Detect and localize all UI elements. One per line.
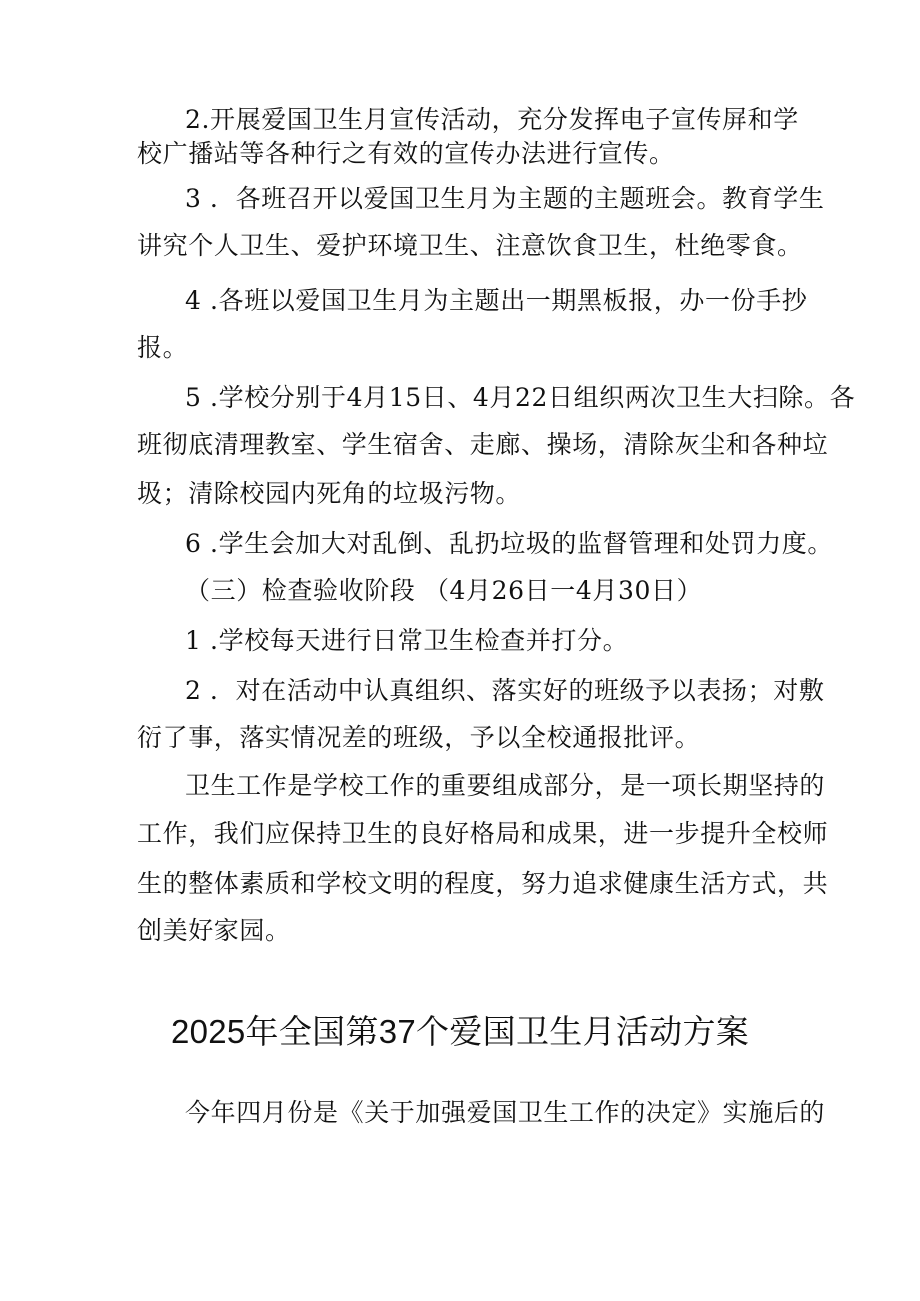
paragraph-1-line-2: 校广播站等各种行之有效的宣传办法进行宣传。	[137, 139, 675, 168]
paragraph-9-line-2: 工作，我们应保持卫生的良好格局和成果，进一步提升全校师	[137, 819, 829, 848]
paragraph-7-line-1: 1 .学校每天进行日常卫生检查并打分。	[185, 626, 629, 655]
paragraph-4-line-2: 班彻底清理教室、学生宿舍、走廊、操场，清除灰尘和各种垃	[137, 430, 829, 459]
paragraph-9-line-1: 卫生工作是学校工作的重要组成部分，是一项长期坚持的	[185, 771, 826, 800]
paragraph-5-line-1: 6 .学生会加大对乱倒、乱扔垃圾的监督管理和处罚力度。	[185, 529, 834, 558]
paragraph-4-line-1: 5 .学校分别于4月15日、4月22日组织两次卫生大扫除。各	[185, 383, 856, 412]
document-title: 2025年全国第37个爱国卫生月活动方案	[170, 1013, 750, 1050]
paragraph-9-line-4: 创美好家园。	[137, 916, 291, 945]
paragraph-3-line-2: 报。	[137, 333, 189, 362]
intro-line-1: 今年四月份是《关于加强爱国卫生工作的决定》实施后的	[185, 1098, 826, 1127]
paragraph-8-line-2: 衍了事，落实情况差的班级，予以全校通报批评。	[137, 723, 701, 752]
paragraph-8-line-1: 2 ．对在活动中认真组织、落实好的班级予以表扬；对敷	[185, 676, 825, 705]
paragraph-4-line-3: 圾；清除校园内死角的垃圾污物。	[137, 479, 522, 508]
paragraph-3-line-1: 4 .各班以爱国卫生月为主题出一期黑板报，办一份手抄	[185, 286, 808, 315]
paragraph-2-line-2: 讲究个人卫生、爱护环境卫生、注意饮食卫生，杜绝零食。	[137, 231, 803, 260]
paragraph-9-line-3: 生的整体素质和学校文明的程度，努力追求健康生活方式，共	[137, 869, 829, 898]
section-heading-inspection: （三）检查验收阶段 （4月26日一4月30日）	[185, 576, 703, 605]
paragraph-2-line-1: 3 ．各班召开以爱国卫生月为主题的主题班会。教育学生	[185, 184, 825, 213]
paragraph-1-line-1: 2.开展爱国卫生月宣传活动，充分发挥电子宣传屏和学	[185, 105, 799, 134]
